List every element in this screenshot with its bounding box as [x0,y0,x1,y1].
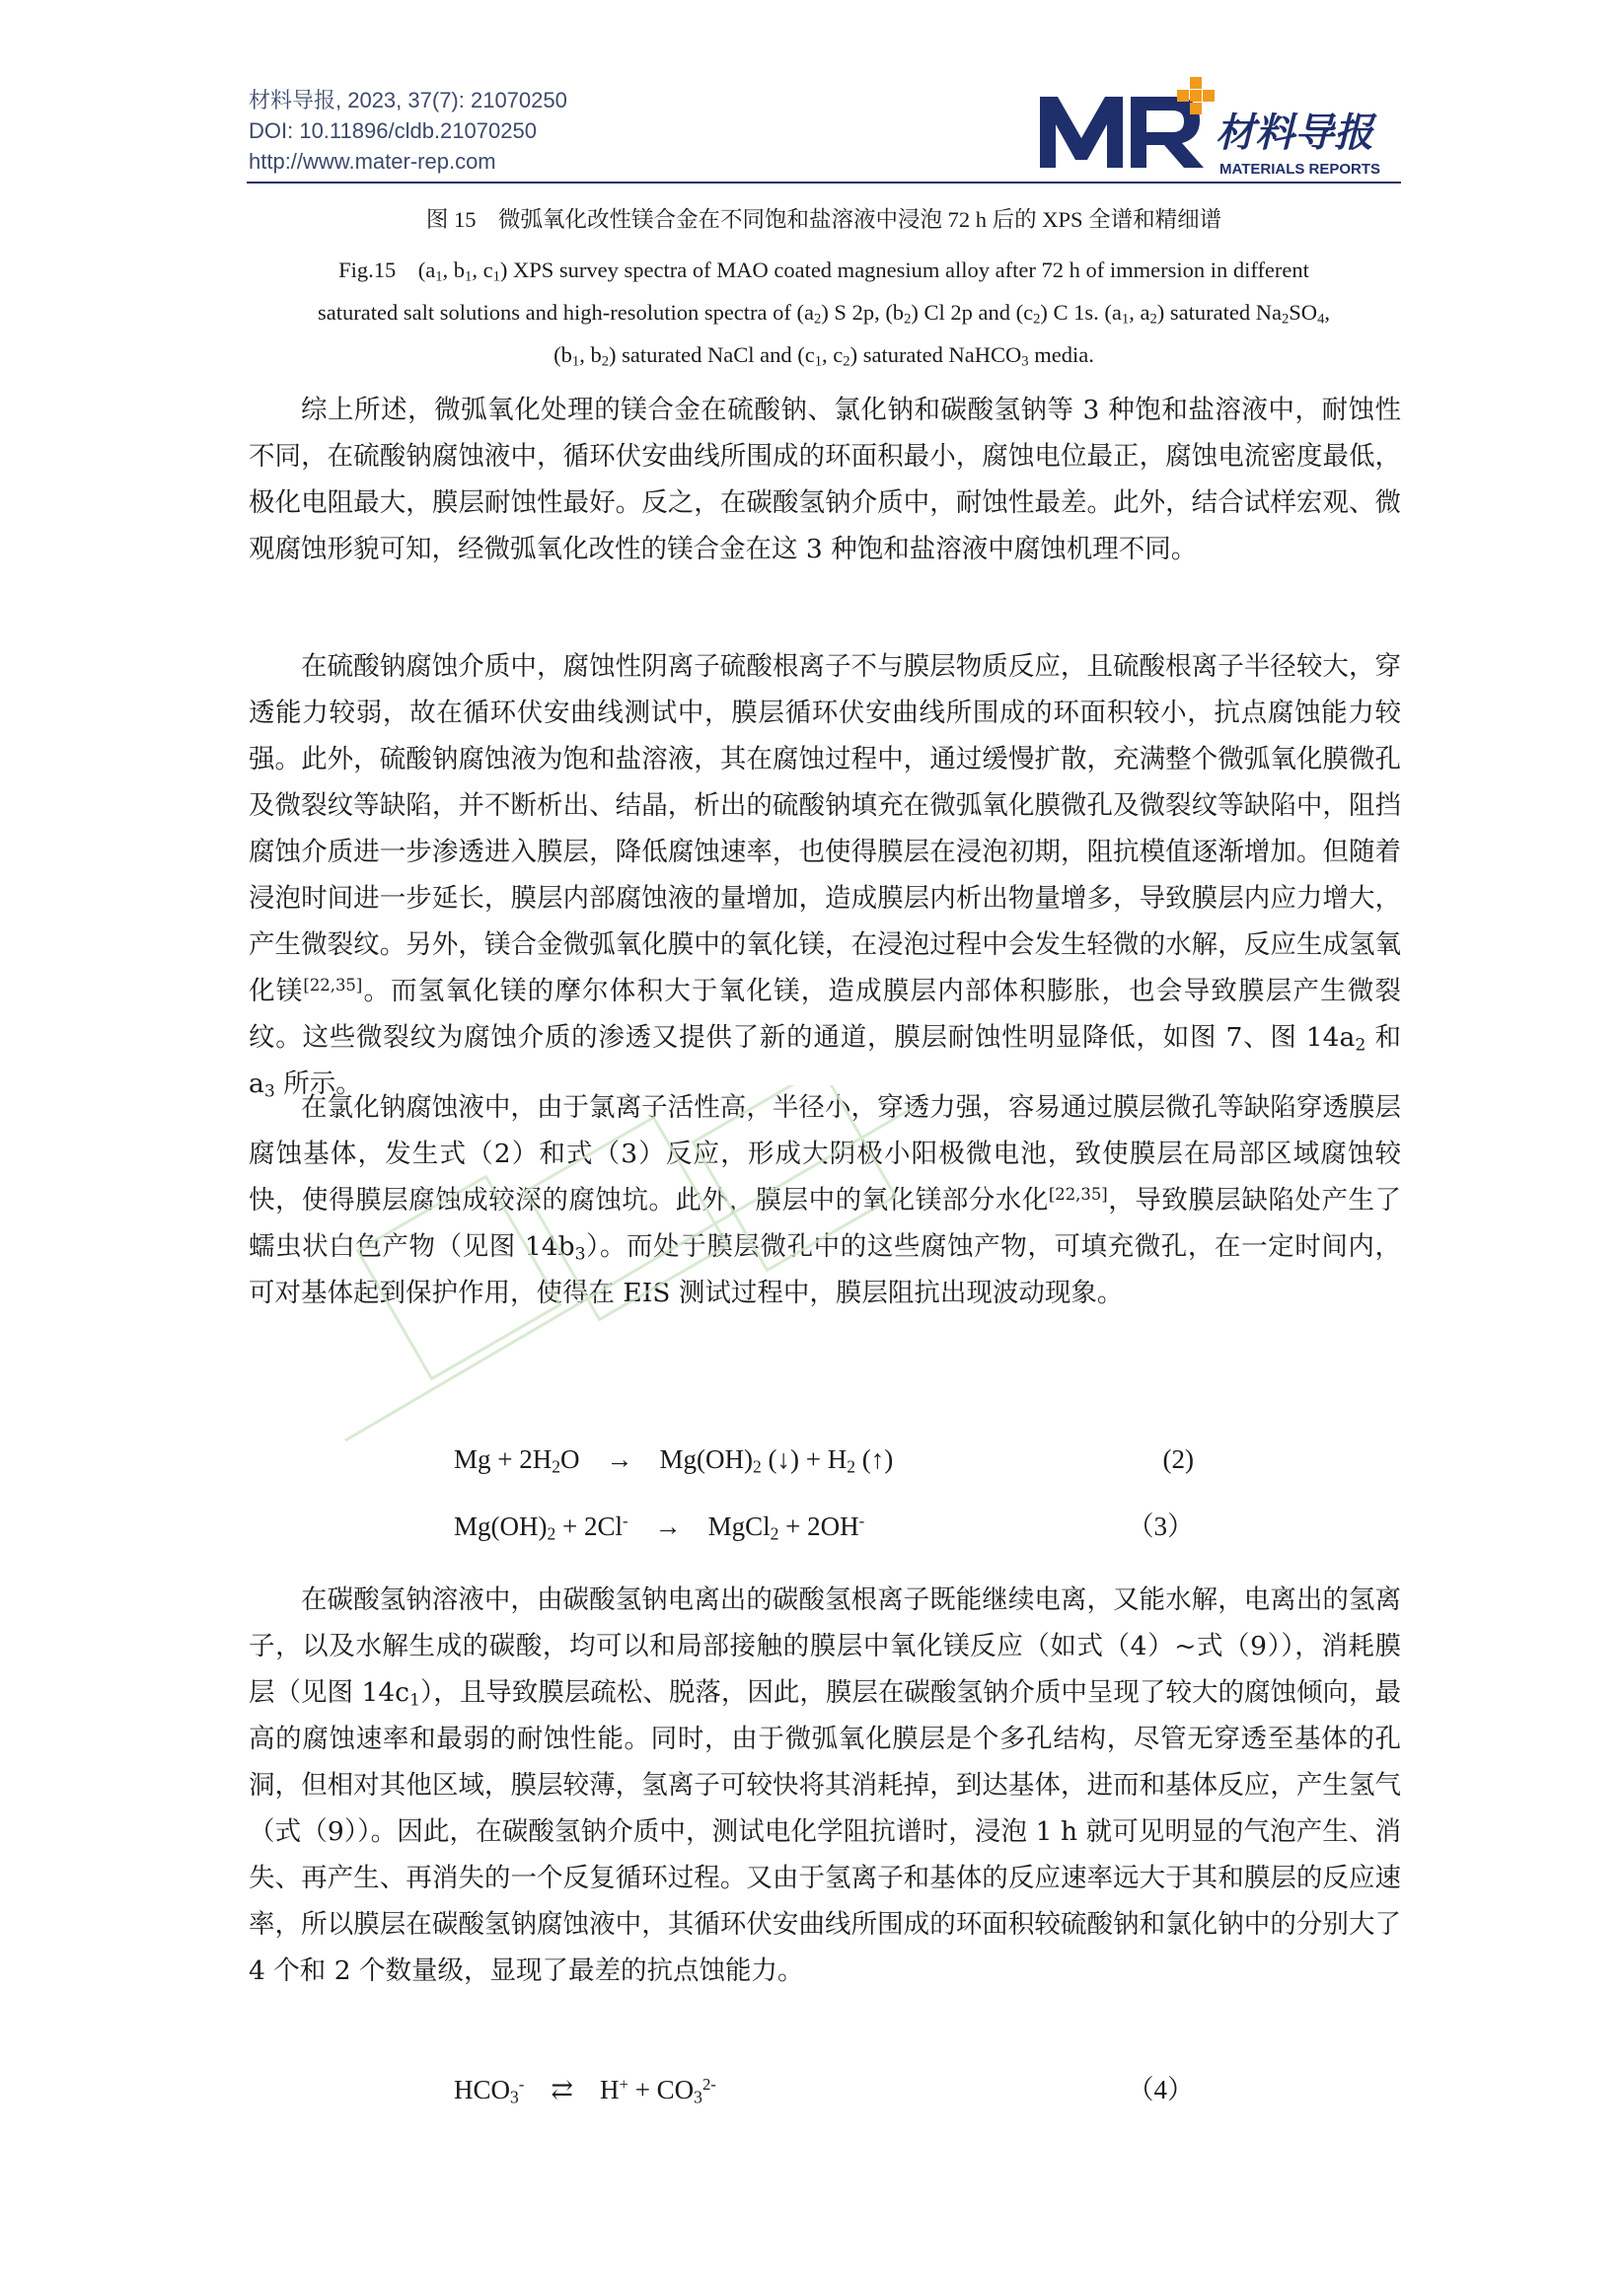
logo-chinese-text: 材料导报 [1216,110,1373,156]
equation-2 [454,1439,1194,1479]
equation-expression: $HCO_3^-$ ⇄ $H^+ + CO_3^{2-}$ [454,2074,716,2107]
journal-logo [1036,77,1401,180]
page-header [247,77,1401,182]
paragraph-sodium-sulfate: 在硫酸钠腐蚀介质中，腐蚀性阴离子硫酸根离子不与膜层物质反应，且硫酸根离子半径较大，穿透能力较弱，故在循环伏安曲线测试中，膜层循环伏安曲线所围成的环面积较小，抗点腐蚀能力较强。此外，硫酸钠腐蚀液为饱和盐溶液，其在腐蚀过程中，通过缓慢扩散，充满整个微弧氧化膜微孔及微裂纹等缺陷，并不断析出、结晶，析出的硫酸钠填充在微弧氧化膜微孔及微裂纹等缺陷中，阻挡腐蚀介质进一步渗透进入膜层，降低腐蚀速率，也使得膜层在浸泡初期，阻抗模值逐渐增加。但随着浸泡时间进一步延长，膜层内部腐蚀液的量增加，造成膜层内析出物量增多，导致膜层内应力增大，产生微裂纹。另外，镁合金微弧氧化膜中的氧化镁，在浸泡过程中会发生轻微的水解，反应生成氢氧化镁[22,35]。而氢氧化镁的摩尔体积大于氧化镁，造成膜层内部体积膨胀，也会导致膜层产生微裂纹。这些微裂纹为腐蚀介质的渗透又提供了新的通道，膜层耐蚀性明显降低，如图 7、图 $14a_2$ 和 $a_3$ 所示。 [249,651,1402,1102]
doi-text: DOI: 10.11896/cldb.21070250 [249,118,537,143]
citation: [22,35] [1048,1184,1108,1204]
paragraph-sodium-bicarbonate: 在碳酸氢钠溶液中，由碳酸氢钠电离出的碳酸氢根离子既能继续电离，又能水解，电离出的氢离子，以及水解生成的碳酸，均可以和局部接触的膜层中氧化镁反应（如式（4）~式（9）），消耗膜层（见图 $14c_1$），且导致膜层疏松、脱落，因此，膜层在碳酸氢钠介质中呈现了较大的腐蚀倾向，最高的腐蚀速率和最弱的耐蚀性能。同时，由于微弧氧化膜层是个多孔结构，尽管无穿透至基体的孔洞，但相对其他区域，膜层较薄，氢离子可较快将其消耗掉，到达基体，进而和基体反应，产生氢气（式（9））。因此，在碳酸氢钠介质中，测试电化学阻抗谱时，浸泡 1 h 就可见明显的气泡产生、消失、再产生、再消失的一个反复循环过程。又由于氢离子和基体的反应速率远大于其和膜层的反应速率，所以膜层在碳酸氢钠腐蚀液中，其循环伏安曲线所围成的环面积较硫酸钠和氯化钠中的分别大了 4 个和 2 个数量级，显现了最差的抗点蚀能力。 [249,1585,1401,1986]
equation-number: (2) [1162,1444,1194,1474]
paragraph-sodium-chloride: 在氯化钠腐蚀液中，由于氯离子活性高，半径小，穿透力强，容易通过膜层微孔等缺陷穿透膜层腐蚀基体，发生式（2）和式（3）反应，形成大阴极小阳极微电池，致使膜层在局部区域腐蚀较快，使得膜层腐蚀成较深的腐蚀坑。此外，膜层中的氧化镁部分水化[22,35]，导致膜层缺陷处产生了蠕虫状白色产物（见图 $14b_3$）。而处于膜层微孔中的这些腐蚀产物，可填充微孔，在一定时间内，可对基体起到保护作用，使得在 EIS 测试过程中，膜层阻抗出现波动现象。 [249,1092,1402,1308]
figure-caption-cn: 图 15 微弧氧化改性镁合金在不同饱和盐溶液中浸泡 72 h 后的 XPS 全谱和精细谱 [425,207,1222,232]
paragraph-summary: 综上所述，微弧氧化处理的镁合金在硫酸钠、氯化钠和碳酸氢钠等 3 种饱和盐溶液中，耐蚀性不同，在硫酸钠腐蚀液中，循环伏安曲线所围成的环面积最小，腐蚀电位最正，腐蚀电流密度最低，极化电阻最大，膜层耐蚀性最好。反之，在碳酸氢钠介质中，耐蚀性最差。此外，结合试样宏观、微观腐蚀形貌可知，经微弧氧化改性的镁合金在这 3 种饱和盐溶液中腐蚀机理不同。 [249,395,1401,564]
equation-expression: $Mg + 2H_2O$ → $Mg(OH)_2$ (↓) + $H_2$ (↑) [454,1444,894,1477]
equation-4 [454,2070,1194,2109]
journal-citation: 材料导报, 2023, 37(7): 21070250 [249,88,567,112]
header-divider [247,182,1401,184]
logo-m-letter [1040,97,1123,168]
caption-en-line-2: saturated salt solutions and high-resolution spectra of $(a_2)$ S 2p, $(b_2)$ Cl 2p and $(c_2)$ C 1s. ($a_1$, $a_2$) saturated $Na_2SO_4$, [318,300,1330,328]
equation-number: （3） [1127,1511,1194,1541]
caption-en-line-3: ($b_1$, $b_2$) saturated NaCl and ($c_1$, $c_2$) saturated NaHCO$_3$ media. [554,342,1094,370]
caption-en-line-1: Fig.15 ($a_1$, $b_1$, $c_1$) XPS survey spectra of MAO coated magnesium alloy after 72 h of immersion in different [338,258,1309,285]
journal-info [249,85,567,177]
journal-url: http://www.mater-rep.com [249,149,496,174]
figure-caption-en [247,249,1401,376]
citation: [22,35] [303,975,363,995]
equation-number: （4） [1127,2075,1194,2104]
equation-3 [454,1507,1194,1546]
equation-expression: $Mg(OH)_2 + 2Cl^-$ → MgCl$_2$ + 2OH- [454,1511,865,1544]
logo-english-text: MATERIALS REPORTS [1219,161,1381,178]
